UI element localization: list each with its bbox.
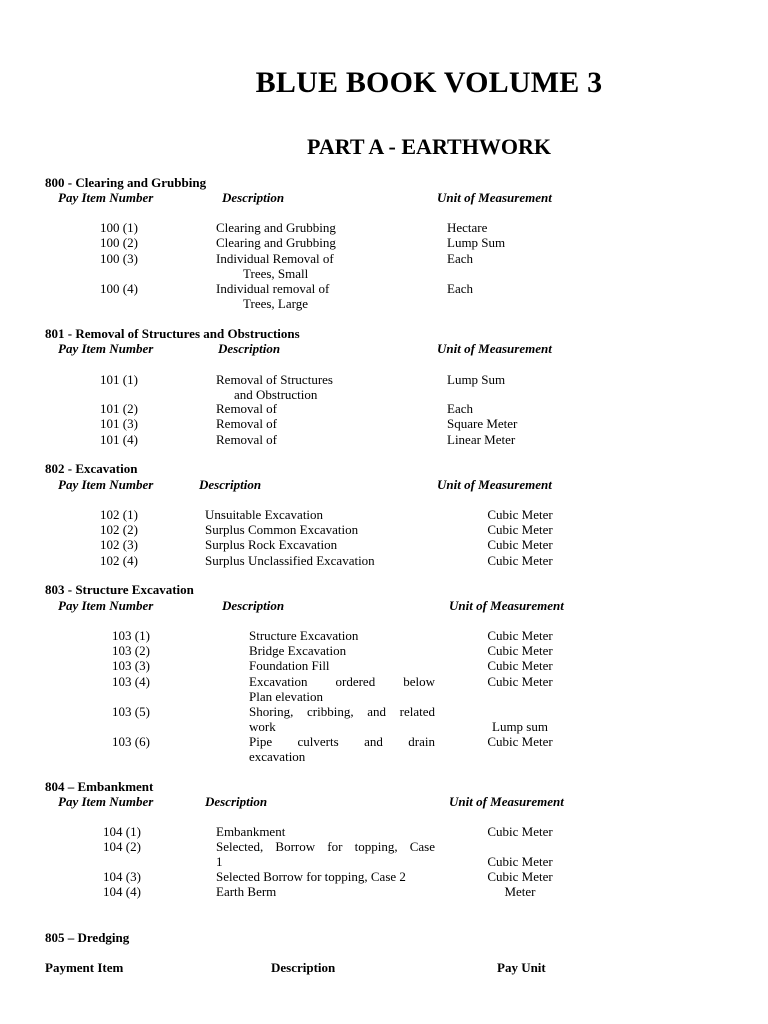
- column-header-unit: Unit of Measurement: [449, 598, 564, 613]
- column-header-pay-item: Pay Item Number: [58, 598, 154, 613]
- document-title: BLUE BOOK VOLUME 3: [255, 66, 603, 99]
- unit-of-measurement: Meter: [504, 884, 536, 899]
- item-description-continued: 1: [216, 854, 223, 869]
- column-header-description: Description: [199, 477, 262, 492]
- item-description: Surplus Rock Excavation: [205, 537, 338, 552]
- column-header-description: Description: [222, 190, 285, 205]
- pay-item-code: 103 (3): [112, 658, 150, 673]
- item-description: Unsuitable Excavation: [205, 507, 324, 522]
- unit-of-measurement: Cubic Meter: [487, 507, 553, 522]
- item-description: Bridge Excavation: [249, 643, 347, 658]
- pay-item-code: 104 (2): [103, 839, 141, 854]
- section-heading: 802 - Excavation: [45, 461, 138, 476]
- unit-of-measurement: Cubic Meter: [487, 869, 553, 884]
- item-description: Shoring, cribbing, and related: [249, 704, 435, 719]
- pay-item-code: 100 (2): [100, 235, 138, 250]
- pay-item-code: 103 (5): [112, 704, 150, 719]
- unit-of-measurement: Hectare: [447, 220, 488, 235]
- column-header-description: Description: [205, 794, 268, 809]
- item-description: Removal of: [216, 401, 278, 416]
- pay-item-code: 104 (1): [103, 824, 141, 839]
- column-header-unit: Unit of Measurement: [437, 477, 552, 492]
- pay-item-code: 100 (3): [100, 251, 138, 266]
- pay-item-code: 103 (1): [112, 628, 150, 643]
- unit-of-measurement: Cubic Meter: [487, 854, 553, 869]
- pay-item-code: 103 (6): [112, 734, 150, 749]
- section-heading: 804 – Embankment: [45, 779, 154, 794]
- unit-of-measurement: Linear Meter: [447, 432, 516, 447]
- pay-item-code: 104 (3): [103, 869, 141, 884]
- column-header-unit: Unit of Measurement: [449, 794, 564, 809]
- column-header-description: Description: [222, 598, 285, 613]
- pay-item-code: 101 (4): [100, 432, 138, 447]
- item-description: Embankment: [216, 824, 286, 839]
- unit-of-measurement: Each: [447, 401, 473, 416]
- section-heading: 801 - Removal of Structures and Obstructions: [45, 326, 300, 341]
- column-header-pay-unit: Pay Unit: [497, 960, 546, 975]
- pay-item-code: 104 (4): [103, 884, 141, 899]
- item-description-continued: Trees, Large: [243, 296, 308, 311]
- item-description-continued: Trees, Small: [243, 266, 309, 281]
- unit-of-measurement: Cubic Meter: [487, 674, 553, 689]
- item-description: Removal of: [216, 416, 278, 431]
- item-description: Clearing and Grubbing: [216, 220, 336, 235]
- item-description: Structure Excavation: [249, 628, 359, 643]
- pay-item-code: 102 (1): [100, 507, 138, 522]
- document-subtitle: PART A - EARTHWORK: [307, 134, 551, 159]
- unit-of-measurement: Each: [447, 251, 473, 266]
- column-header-unit: Unit of Measurement: [437, 341, 552, 356]
- column-header-description: Description: [271, 960, 336, 975]
- item-description-continued: and Obstruction: [234, 387, 318, 402]
- item-description: Individual removal of: [216, 281, 330, 296]
- pay-item-code: 102 (3): [100, 537, 138, 552]
- column-header-description: Description: [218, 341, 281, 356]
- column-header-pay-item: Pay Item Number: [58, 477, 154, 492]
- item-description-continued: excavation: [249, 749, 306, 764]
- unit-of-measurement: Cubic Meter: [487, 643, 553, 658]
- item-description: Selected Borrow for topping, Case 2: [216, 869, 406, 884]
- section-heading: 800 - Clearing and Grubbing: [45, 175, 207, 190]
- pay-item-code: 101 (3): [100, 416, 138, 431]
- pay-item-code: 102 (2): [100, 522, 138, 537]
- unit-of-measurement: Cubic Meter: [487, 522, 553, 537]
- column-header-pay-item: Pay Item Number: [58, 794, 154, 809]
- column-header-pay-item: Pay Item Number: [58, 190, 154, 205]
- pay-item-code: 100 (4): [100, 281, 138, 296]
- item-description: Removal of: [216, 432, 278, 447]
- unit-of-measurement: Square Meter: [447, 416, 518, 431]
- unit-of-measurement: Lump sum: [492, 719, 548, 734]
- item-description-continued: work: [249, 719, 276, 734]
- item-description: Selected, Borrow for topping, Case: [216, 839, 435, 854]
- unit-of-measurement: Each: [447, 281, 473, 296]
- pay-item-code: 103 (2): [112, 643, 150, 658]
- unit-of-measurement: Cubic Meter: [487, 628, 553, 643]
- item-description: Earth Berm: [216, 884, 277, 899]
- column-header-unit: Unit of Measurement: [437, 190, 552, 205]
- item-description: Foundation Fill: [249, 658, 330, 673]
- item-description: Surplus Unclassified Excavation: [205, 553, 375, 568]
- pay-item-code: 101 (1): [100, 372, 138, 387]
- pay-item-code: 100 (1): [100, 220, 138, 235]
- item-description: Pipe culverts and drain: [249, 734, 435, 749]
- unit-of-measurement: Cubic Meter: [487, 553, 553, 568]
- unit-of-measurement: Lump Sum: [447, 372, 506, 387]
- pay-item-code: 103 (4): [112, 674, 150, 689]
- unit-of-measurement: Cubic Meter: [487, 824, 553, 839]
- section-heading: 805 – Dredging: [45, 930, 130, 945]
- item-description: Excavation ordered below: [249, 674, 435, 689]
- section-heading: 803 - Structure Excavation: [45, 582, 194, 597]
- pay-item-code: 102 (4): [100, 553, 138, 568]
- item-description: Surplus Common Excavation: [205, 522, 359, 537]
- pay-item-code: 101 (2): [100, 401, 138, 416]
- column-header-pay-item: Pay Item Number: [58, 341, 154, 356]
- unit-of-measurement: Cubic Meter: [487, 734, 553, 749]
- item-description-continued: Plan elevation: [249, 689, 324, 704]
- unit-of-measurement: Cubic Meter: [487, 658, 553, 673]
- unit-of-measurement: Cubic Meter: [487, 537, 553, 552]
- column-header-payment-item: Payment Item: [45, 960, 124, 975]
- unit-of-measurement: Lump Sum: [447, 235, 506, 250]
- item-description: Individual Removal of: [216, 251, 334, 266]
- item-description: Removal of Structures: [216, 372, 333, 387]
- item-description: Clearing and Grubbing: [216, 235, 336, 250]
